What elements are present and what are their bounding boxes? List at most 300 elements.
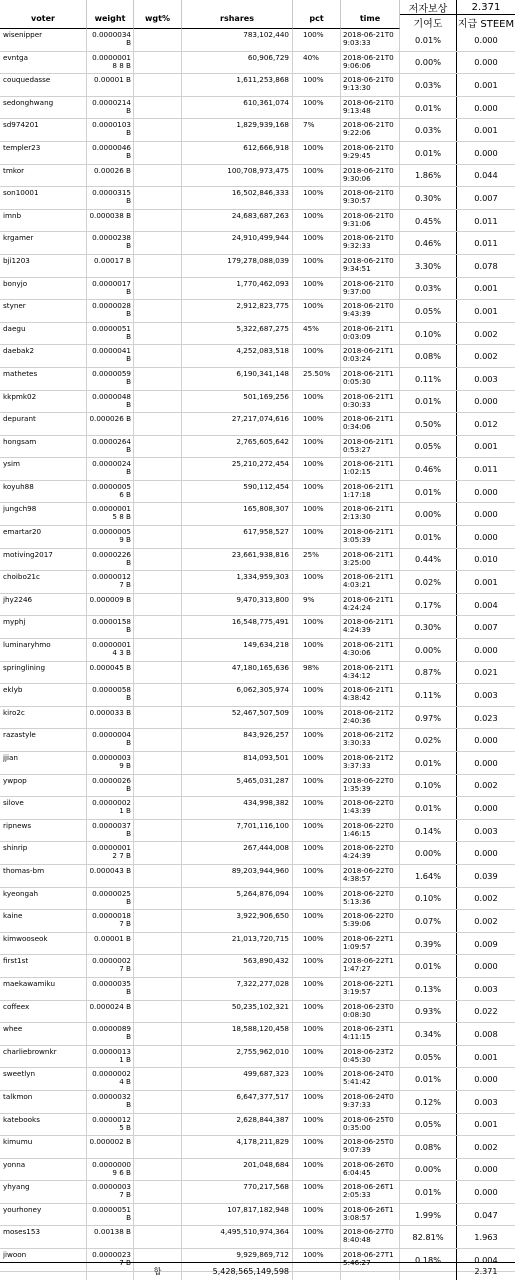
rshares-cell[interactable]: 2,755,962,010: [182, 1046, 293, 1068]
wgt-cell[interactable]: [134, 616, 182, 638]
voter-cell[interactable]: evntga: [0, 52, 87, 74]
rshares-cell[interactable]: 2,912,823,775: [182, 300, 293, 322]
steem-cell[interactable]: 0.000: [474, 486, 498, 497]
rshares-cell[interactable]: 23,661,938,816: [182, 549, 293, 571]
weight-cell[interactable]: 0.00001 B: [87, 933, 134, 955]
weight-cell[interactable]: 0.00001 B: [87, 74, 134, 96]
weight-cell[interactable]: 0.00000009 6 B: [87, 1159, 134, 1181]
total-steem[interactable]: 2.371: [474, 1266, 498, 1276]
voter-cell[interactable]: eklyb: [0, 684, 87, 706]
wgt-cell[interactable]: [134, 707, 182, 729]
voter-cell[interactable]: daegu: [0, 323, 87, 345]
time-cell[interactable]: 2018-06-21T09:32:33: [341, 232, 400, 254]
pct-cell[interactable]: 100%: [293, 165, 341, 187]
weight-cell[interactable]: 0.00000015 8 B: [87, 503, 134, 525]
pct-cell[interactable]: 100%: [293, 391, 341, 413]
rshares-cell[interactable]: 843,926,257: [182, 729, 293, 751]
time-cell[interactable]: 2018-06-21T14:34:12: [341, 662, 400, 684]
rshares-cell[interactable]: 25,210,272,454: [182, 458, 293, 480]
contrib-cell[interactable]: 0.11%: [400, 684, 457, 706]
pct-cell[interactable]: 100%: [293, 684, 341, 706]
voter-cell[interactable]: kkpmk02: [0, 391, 87, 413]
steem-cell[interactable]: 0.001: [474, 441, 498, 452]
steem-cell[interactable]: 0.000: [474, 1074, 498, 1085]
weight-cell[interactable]: 0.0000315 B: [87, 187, 134, 209]
wgt-cell[interactable]: [134, 1023, 182, 1045]
wgt-cell[interactable]: [134, 775, 182, 797]
steem-cell[interactable]: 0.039: [474, 870, 498, 881]
weight-cell[interactable]: 0.0000048 B: [87, 391, 134, 413]
voter-cell[interactable]: jhy2246: [0, 594, 87, 616]
voter-cell[interactable]: styner: [0, 300, 87, 322]
pct-cell[interactable]: 45%: [293, 323, 341, 345]
voter-cell[interactable]: katebooks: [0, 1114, 87, 1136]
weight-cell[interactable]: 0.00000012 7 B: [87, 842, 134, 864]
rshares-cell[interactable]: 165,808,307: [182, 503, 293, 525]
time-cell[interactable]: 2018-06-22T05:13:36: [341, 888, 400, 910]
steem-cell[interactable]: 0.000: [474, 531, 498, 542]
contrib-cell[interactable]: 0.01%: [400, 142, 457, 164]
wgt-cell[interactable]: [134, 1046, 182, 1068]
rshares-cell[interactable]: 814,093,501: [182, 752, 293, 774]
steem-header[interactable]: 지급 STEEM: [457, 18, 515, 30]
contrib-cell[interactable]: 0.01%: [400, 955, 457, 977]
wgt-cell[interactable]: [134, 165, 182, 187]
steem-cell[interactable]: 0.002: [474, 893, 498, 904]
time-cell[interactable]: 2018-06-21T09:34:51: [341, 255, 400, 277]
wgt-cell[interactable]: [134, 255, 182, 277]
steem-cell[interactable]: 0.003: [474, 373, 498, 384]
contrib-cell[interactable]: 0.34%: [400, 1023, 457, 1045]
rshares-cell[interactable]: 7,701,116,100: [182, 820, 293, 842]
rshares-cell[interactable]: 6,062,305,974: [182, 684, 293, 706]
steem-cell[interactable]: 0.000: [474, 57, 498, 68]
wgt-cell[interactable]: [134, 187, 182, 209]
pct-cell[interactable]: 100%: [293, 616, 341, 638]
voter-cell[interactable]: wisenipper: [0, 29, 87, 51]
weight-cell[interactable]: 0.00000187 B: [87, 910, 134, 932]
rshares-cell[interactable]: 3,922,906,650: [182, 910, 293, 932]
rshares-cell[interactable]: 60,906,729: [182, 52, 293, 74]
contrib-cell[interactable]: 0.10%: [400, 775, 457, 797]
pct-cell[interactable]: 100%: [293, 1249, 341, 1271]
time-cell[interactable]: 2018-06-22T04:24:39: [341, 842, 400, 864]
time-cell[interactable]: 2018-06-21T09:29:45: [341, 142, 400, 164]
contrib-cell[interactable]: 0.02%: [400, 571, 457, 593]
voter-cell[interactable]: kimumu: [0, 1136, 87, 1158]
wgt-cell[interactable]: [134, 1136, 182, 1158]
rshares-cell[interactable]: 5,264,876,094: [182, 888, 293, 910]
contrib-cell[interactable]: 0.97%: [400, 707, 457, 729]
wgt-cell[interactable]: [134, 97, 182, 119]
weight-cell[interactable]: 0.0000051 B: [87, 1204, 134, 1226]
time-cell[interactable]: 2018-06-22T11:09:57: [341, 933, 400, 955]
weight-cell[interactable]: 0.000002 B: [87, 1136, 134, 1158]
wgt-cell[interactable]: [134, 797, 182, 819]
wgt-cell[interactable]: [134, 1068, 182, 1090]
time-cell[interactable]: 2018-06-21T10:03:09: [341, 323, 400, 345]
wgt-cell[interactable]: [134, 662, 182, 684]
voter-cell[interactable]: jungch98: [0, 503, 87, 525]
rshares-cell[interactable]: 21,013,720,715: [182, 933, 293, 955]
voter-cell[interactable]: yhyang: [0, 1181, 87, 1203]
rshares-cell[interactable]: 590,112,454: [182, 481, 293, 503]
wgt-cell[interactable]: [134, 29, 182, 51]
weight-cell[interactable]: 0.000038 B: [87, 210, 134, 232]
time-cell[interactable]: 2018-06-24T09:37:33: [341, 1091, 400, 1113]
steem-cell[interactable]: 0.000: [474, 509, 498, 520]
time-cell[interactable]: 2018-06-21T14:30:06: [341, 639, 400, 661]
author-reward-value[interactable]: 2.371: [471, 1, 501, 13]
steem-cell[interactable]: 0.004: [474, 1254, 498, 1265]
weight-cell[interactable]: 0.00000125 B: [87, 1114, 134, 1136]
pct-cell[interactable]: 100%: [293, 97, 341, 119]
weight-cell[interactable]: 0.0000032 B: [87, 1091, 134, 1113]
voter-cell[interactable]: sedonghwang: [0, 97, 87, 119]
wgt-cell[interactable]: [134, 210, 182, 232]
weight-cell[interactable]: 0.00000021 B: [87, 797, 134, 819]
col-pct-header[interactable]: pct: [293, 0, 341, 29]
time-cell[interactable]: 2018-06-21T09:37:00: [341, 278, 400, 300]
wgt-cell[interactable]: [134, 526, 182, 548]
contrib-cell[interactable]: 0.93%: [400, 1001, 457, 1023]
voter-cell[interactable]: silove: [0, 797, 87, 819]
rshares-cell[interactable]: 501,169,256: [182, 391, 293, 413]
weight-cell[interactable]: 0.0000059 B: [87, 368, 134, 390]
voter-cell[interactable]: mathetes: [0, 368, 87, 390]
time-cell[interactable]: 2018-06-21T10:03:24: [341, 345, 400, 367]
rshares-cell[interactable]: 6,190,341,148: [182, 368, 293, 390]
rshares-cell[interactable]: 89,203,944,960: [182, 865, 293, 887]
time-cell[interactable]: 2018-06-21T22:40:36: [341, 707, 400, 729]
total-rshares[interactable]: 5,428,565,149,598: [182, 1263, 293, 1280]
rshares-cell[interactable]: 201,048,684: [182, 1159, 293, 1181]
rshares-cell[interactable]: 107,817,182,948: [182, 1204, 293, 1226]
contrib-cell[interactable]: 0.03%: [400, 119, 457, 141]
wgt-cell[interactable]: [134, 933, 182, 955]
wgt-cell[interactable]: [134, 549, 182, 571]
rshares-cell[interactable]: 149,634,218: [182, 639, 293, 661]
time-cell[interactable]: 2018-06-22T11:47:27: [341, 955, 400, 977]
contrib-cell[interactable]: 0.12%: [400, 1091, 457, 1113]
steem-cell[interactable]: 1.963: [474, 1232, 498, 1243]
voter-cell[interactable]: motiving2017: [0, 549, 87, 571]
steem-cell[interactable]: 0.011: [474, 215, 498, 226]
weight-cell[interactable]: 0.0000028 B: [87, 300, 134, 322]
weight-cell[interactable]: 0.0000026 B: [87, 775, 134, 797]
contrib-cell[interactable]: 0.05%: [400, 1046, 457, 1068]
weight-cell[interactable]: 0.0000238 B: [87, 232, 134, 254]
voter-cell[interactable]: jiwoon: [0, 1249, 87, 1271]
steem-cell[interactable]: 0.009: [474, 938, 498, 949]
rshares-cell[interactable]: 24,910,499,944: [182, 232, 293, 254]
wgt-cell[interactable]: [134, 955, 182, 977]
steem-cell[interactable]: 0.003: [474, 825, 498, 836]
contrib-cell[interactable]: 0.01%: [400, 1068, 457, 1090]
contrib-cell[interactable]: 0.00%: [400, 639, 457, 661]
rshares-cell[interactable]: 16,548,775,491: [182, 616, 293, 638]
rshares-cell[interactable]: 4,178,211,829: [182, 1136, 293, 1158]
pct-cell[interactable]: 9%: [293, 594, 341, 616]
pct-cell[interactable]: 100%: [293, 436, 341, 458]
time-cell[interactable]: 2018-06-21T14:38:42: [341, 684, 400, 706]
steem-cell[interactable]: 0.001: [474, 1051, 498, 1062]
contrib-cell[interactable]: 0.13%: [400, 978, 457, 1000]
weight-cell[interactable]: 0.0000264 B: [87, 436, 134, 458]
steem-cell[interactable]: 0.002: [474, 915, 498, 926]
weight-cell[interactable]: 0.0000226 B: [87, 549, 134, 571]
contrib-cell[interactable]: 0.01%: [400, 752, 457, 774]
time-cell[interactable]: 2018-06-21T09:43:39: [341, 300, 400, 322]
contrib-cell[interactable]: 0.01%: [400, 481, 457, 503]
weight-cell[interactable]: 0.000043 B: [87, 865, 134, 887]
voter-cell[interactable]: talkmon: [0, 1091, 87, 1113]
time-cell[interactable]: 2018-06-21T14:03:21: [341, 571, 400, 593]
steem-cell[interactable]: 0.003: [474, 1096, 498, 1107]
contrib-cell[interactable]: 0.03%: [400, 74, 457, 96]
weight-cell[interactable]: 0.00000127 B: [87, 571, 134, 593]
time-cell[interactable]: 2018-06-21T09:13:30: [341, 74, 400, 96]
steem-cell[interactable]: 0.000: [474, 396, 498, 407]
rshares-cell[interactable]: 100,708,973,475: [182, 165, 293, 187]
pct-cell[interactable]: 100%: [293, 1226, 341, 1248]
pct-cell[interactable]: 100%: [293, 1204, 341, 1226]
wgt-cell[interactable]: [134, 639, 182, 661]
rshares-cell[interactable]: 770,217,568: [182, 1181, 293, 1203]
contrib-cell[interactable]: 1.99%: [400, 1204, 457, 1226]
steem-cell[interactable]: 0.044: [474, 170, 498, 181]
contrib-cell[interactable]: 0.00%: [400, 503, 457, 525]
pct-cell[interactable]: 40%: [293, 52, 341, 74]
steem-cell[interactable]: 0.000: [474, 147, 498, 158]
rshares-cell[interactable]: 6,647,377,517: [182, 1091, 293, 1113]
pct-cell[interactable]: 100%: [293, 1046, 341, 1068]
steem-cell[interactable]: 0.000: [474, 848, 498, 859]
contrib-cell[interactable]: 0.00%: [400, 842, 457, 864]
voter-cell[interactable]: son10001: [0, 187, 87, 209]
contrib-cell[interactable]: 1.64%: [400, 865, 457, 887]
wgt-cell[interactable]: [134, 820, 182, 842]
time-cell[interactable]: 2018-06-21T13:05:39: [341, 526, 400, 548]
weight-cell[interactable]: 0.00000056 B: [87, 481, 134, 503]
wgt-cell[interactable]: [134, 323, 182, 345]
steem-cell[interactable]: 0.012: [474, 418, 498, 429]
steem-cell[interactable]: 0.002: [474, 328, 498, 339]
steem-cell[interactable]: 0.010: [474, 554, 498, 565]
pct-cell[interactable]: 100%: [293, 865, 341, 887]
wgt-cell[interactable]: [134, 413, 182, 435]
contrib-cell[interactable]: 0.02%: [400, 729, 457, 751]
contrib-cell[interactable]: 0.01%: [400, 526, 457, 548]
time-cell[interactable]: 2018-06-26T12:05:33: [341, 1181, 400, 1203]
contrib-cell[interactable]: 0.05%: [400, 300, 457, 322]
voter-cell[interactable]: hongsam: [0, 436, 87, 458]
voter-cell[interactable]: kyeongah: [0, 888, 87, 910]
contrib-cell[interactable]: 0.17%: [400, 594, 457, 616]
wgt-cell[interactable]: [134, 842, 182, 864]
voter-cell[interactable]: moses153: [0, 1226, 87, 1248]
contrib-cell[interactable]: 0.05%: [400, 436, 457, 458]
pct-cell[interactable]: 100%: [293, 278, 341, 300]
col-rshares-header[interactable]: rshares: [182, 0, 293, 29]
pct-cell[interactable]: 100%: [293, 1023, 341, 1045]
contrib-cell[interactable]: 0.01%: [400, 797, 457, 819]
contrib-cell[interactable]: 0.46%: [400, 232, 457, 254]
rshares-cell[interactable]: 2,628,844,387: [182, 1114, 293, 1136]
time-cell[interactable]: 2018-06-21T11:17:18: [341, 481, 400, 503]
pct-cell[interactable]: 100%: [293, 1091, 341, 1113]
rshares-cell[interactable]: 5,322,687,275: [182, 323, 293, 345]
time-cell[interactable]: 2018-06-22T13:19:57: [341, 978, 400, 1000]
wgt-cell[interactable]: [134, 119, 182, 141]
voter-cell[interactable]: bji1203: [0, 255, 87, 277]
pct-cell[interactable]: 100%: [293, 639, 341, 661]
steem-cell[interactable]: 0.011: [474, 464, 498, 475]
voter-cell[interactable]: thomas-bm: [0, 865, 87, 887]
time-cell[interactable]: 2018-06-21T23:30:33: [341, 729, 400, 751]
weight-cell[interactable]: 0.000045 B: [87, 662, 134, 684]
pct-cell[interactable]: 100%: [293, 210, 341, 232]
pct-cell[interactable]: 100%: [293, 345, 341, 367]
time-cell[interactable]: 2018-06-23T00:08:30: [341, 1001, 400, 1023]
wgt-cell[interactable]: [134, 910, 182, 932]
contrib-cell[interactable]: 0.07%: [400, 910, 457, 932]
pct-cell[interactable]: 100%: [293, 1181, 341, 1203]
time-cell[interactable]: 2018-06-22T01:35:39: [341, 775, 400, 797]
steem-cell[interactable]: 0.000: [474, 102, 498, 113]
contrib-cell[interactable]: 0.10%: [400, 323, 457, 345]
time-cell[interactable]: 2018-06-21T10:30:33: [341, 391, 400, 413]
rshares-cell[interactable]: 267,444,008: [182, 842, 293, 864]
voter-cell[interactable]: kiro2c: [0, 707, 87, 729]
steem-cell[interactable]: 0.078: [474, 260, 498, 271]
weight-cell[interactable]: 0.000033 B: [87, 707, 134, 729]
voter-cell[interactable]: whee: [0, 1023, 87, 1045]
contrib-cell[interactable]: 0.10%: [400, 888, 457, 910]
steem-cell[interactable]: 0.002: [474, 780, 498, 791]
pct-cell[interactable]: 100%: [293, 1114, 341, 1136]
weight-cell[interactable]: 0.00017 B: [87, 255, 134, 277]
voter-cell[interactable]: ywpop: [0, 775, 87, 797]
steem-cell[interactable]: 0.022: [474, 1006, 498, 1017]
pct-cell[interactable]: 25%: [293, 549, 341, 571]
wgt-cell[interactable]: [134, 345, 182, 367]
pct-cell[interactable]: 100%: [293, 1159, 341, 1181]
steem-cell[interactable]: 0.001: [474, 577, 498, 588]
steem-cell[interactable]: 0.000: [474, 34, 498, 45]
steem-cell[interactable]: 0.021: [474, 667, 498, 678]
time-cell[interactable]: 2018-06-21T09:31:06: [341, 210, 400, 232]
pct-cell[interactable]: 100%: [293, 910, 341, 932]
rshares-cell[interactable]: 1,829,939,168: [182, 119, 293, 141]
rshares-cell[interactable]: 16,502,846,333: [182, 187, 293, 209]
time-cell[interactable]: 2018-06-21T09:13:48: [341, 97, 400, 119]
weight-cell[interactable]: 0.00000024 B: [87, 1068, 134, 1090]
voter-cell[interactable]: ysim: [0, 458, 87, 480]
contrib-cell[interactable]: 0.50%: [400, 413, 457, 435]
contrib-cell[interactable]: 0.01%: [400, 97, 457, 119]
pct-cell[interactable]: 100%: [293, 775, 341, 797]
pct-cell[interactable]: 100%: [293, 481, 341, 503]
pct-cell[interactable]: 100%: [293, 729, 341, 751]
weight-cell[interactable]: 0.0000035 B: [87, 978, 134, 1000]
weight-cell[interactable]: 0.0000046 B: [87, 142, 134, 164]
steem-cell[interactable]: 0.007: [474, 192, 498, 203]
voter-cell[interactable]: yourhoney: [0, 1204, 87, 1226]
wgt-cell[interactable]: [134, 232, 182, 254]
contrib-cell[interactable]: 0.39%: [400, 933, 457, 955]
weight-cell[interactable]: 0.00000018 8 B: [87, 52, 134, 74]
voter-cell[interactable]: couquedasse: [0, 74, 87, 96]
voter-cell[interactable]: tmkor: [0, 165, 87, 187]
wgt-cell[interactable]: [134, 278, 182, 300]
col-time-header[interactable]: time: [341, 0, 400, 29]
time-cell[interactable]: 2018-06-21T14:24:39: [341, 616, 400, 638]
contrib-cell[interactable]: 0.45%: [400, 210, 457, 232]
time-cell[interactable]: 2018-06-21T10:05:30: [341, 368, 400, 390]
weight-cell[interactable]: 0.0000158 B: [87, 616, 134, 638]
steem-cell[interactable]: 0.004: [474, 599, 498, 610]
weight-cell[interactable]: 0.00000131 B: [87, 1046, 134, 1068]
time-cell[interactable]: 2018-06-21T09:22:06: [341, 119, 400, 141]
rshares-cell[interactable]: 1,611,253,868: [182, 74, 293, 96]
contrib-header[interactable]: 기여도: [400, 15, 457, 29]
wgt-cell[interactable]: [134, 571, 182, 593]
steem-cell[interactable]: 0.023: [474, 712, 498, 723]
weight-cell[interactable]: 0.00000237 B: [87, 1249, 134, 1271]
weight-cell[interactable]: 0.000024 B: [87, 1001, 134, 1023]
time-cell[interactable]: 2018-06-21T09:30:06: [341, 165, 400, 187]
pct-cell[interactable]: 100%: [293, 842, 341, 864]
time-cell[interactable]: 2018-06-25T09:07:39: [341, 1136, 400, 1158]
contrib-cell[interactable]: 0.00%: [400, 1159, 457, 1181]
time-cell[interactable]: 2018-06-21T10:34:06: [341, 413, 400, 435]
col-wgt-header[interactable]: wgt%: [134, 0, 182, 29]
voter-cell[interactable]: razastyle: [0, 729, 87, 751]
weight-cell[interactable]: 0.0000051 B: [87, 323, 134, 345]
steem-cell[interactable]: 0.003: [474, 983, 498, 994]
time-cell[interactable]: 2018-06-23T20:45:30: [341, 1046, 400, 1068]
pct-cell[interactable]: 100%: [293, 955, 341, 977]
wgt-cell[interactable]: [134, 52, 182, 74]
wgt-cell[interactable]: [134, 300, 182, 322]
voter-cell[interactable]: templer23: [0, 142, 87, 164]
time-cell[interactable]: 2018-06-21T23:37:33: [341, 752, 400, 774]
pct-cell[interactable]: 7%: [293, 119, 341, 141]
weight-cell[interactable]: 0.00000039 B: [87, 752, 134, 774]
wgt-cell[interactable]: [134, 1204, 182, 1226]
rshares-cell[interactable]: 617,958,527: [182, 526, 293, 548]
rshares-cell[interactable]: 9,929,869,712: [182, 1249, 293, 1271]
pct-cell[interactable]: 100%: [293, 187, 341, 209]
weight-cell[interactable]: 0.0000004 B: [87, 729, 134, 751]
weight-cell[interactable]: 0.0000037 B: [87, 820, 134, 842]
voter-cell[interactable]: koyuh88: [0, 481, 87, 503]
pct-cell[interactable]: 100%: [293, 458, 341, 480]
weight-cell[interactable]: 0.00000027 B: [87, 955, 134, 977]
time-cell[interactable]: 2018-06-24T05:41:42: [341, 1068, 400, 1090]
pct-cell[interactable]: 100%: [293, 29, 341, 51]
wgt-cell[interactable]: [134, 729, 182, 751]
contrib-cell[interactable]: 0.00%: [400, 52, 457, 74]
pct-cell[interactable]: 100%: [293, 526, 341, 548]
voter-cell[interactable]: luminaryhmo: [0, 639, 87, 661]
contrib-cell[interactable]: 0.03%: [400, 278, 457, 300]
wgt-cell[interactable]: [134, 1226, 182, 1248]
time-cell[interactable]: 2018-06-27T15:46:27: [341, 1249, 400, 1271]
wgt-cell[interactable]: [134, 503, 182, 525]
pct-cell[interactable]: 100%: [293, 503, 341, 525]
